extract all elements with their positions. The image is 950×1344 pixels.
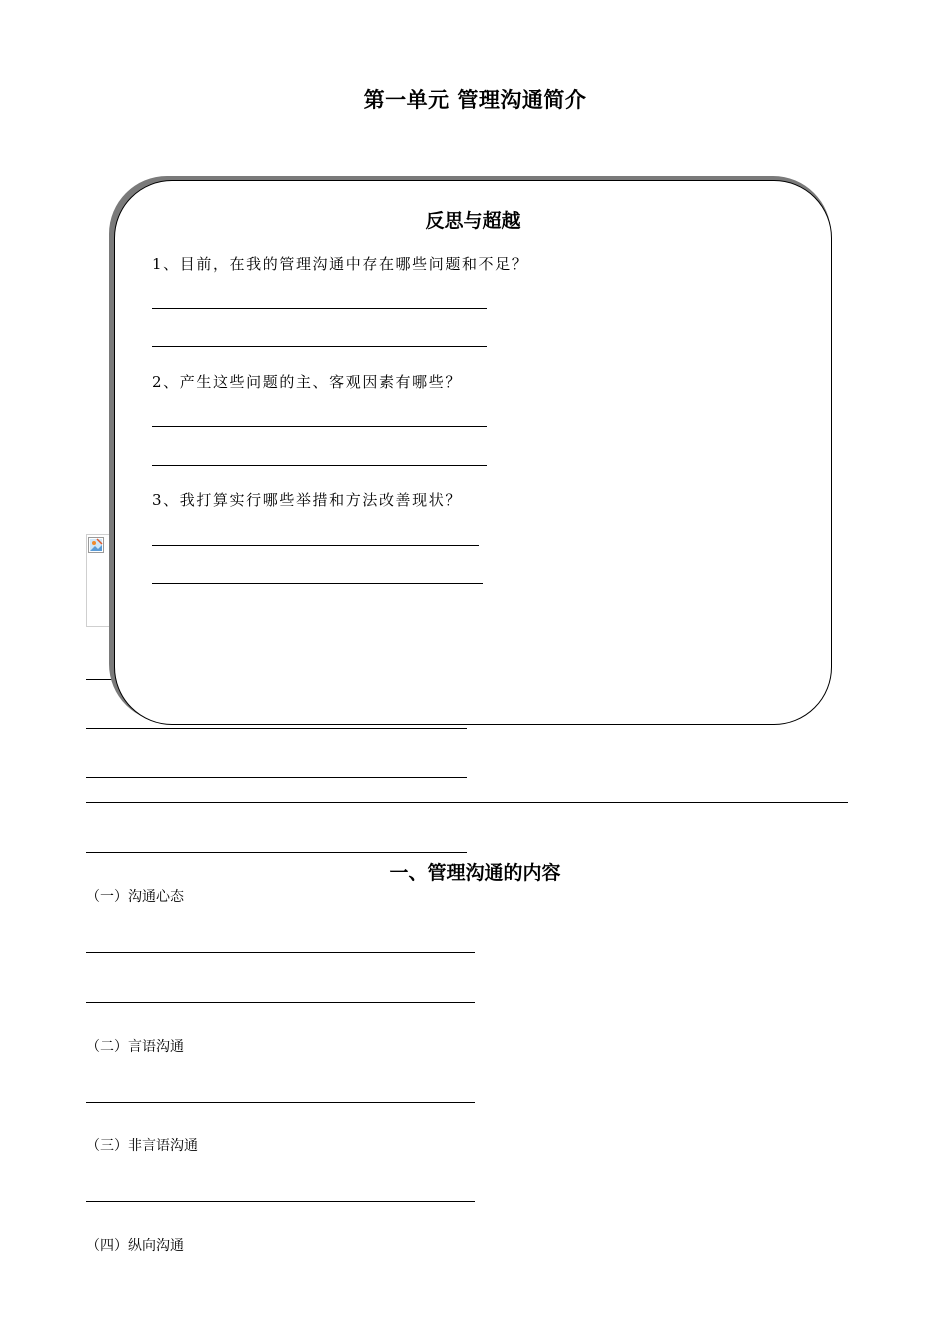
reflection-question: 2、产生这些问题的主、客观因素有哪些？	[152, 373, 462, 391]
answer-line	[152, 426, 487, 427]
answer-line	[152, 545, 479, 546]
answer-line	[86, 1002, 475, 1003]
answer-line	[86, 1201, 475, 1202]
reflection-question: 3、我打算实行哪些举措和方法改善现状？	[152, 491, 462, 509]
reflection-box-title: 反思与超越	[425, 210, 521, 232]
section-heading: 一、管理沟通的内容	[389, 862, 561, 884]
answer-line	[86, 728, 467, 729]
sub-heading: （一）沟通心态	[86, 889, 184, 905]
sub-heading: （四）纵向沟通	[86, 1238, 184, 1254]
answer-line	[152, 346, 487, 347]
section-divider	[86, 802, 848, 803]
sub-heading: （二）言语沟通	[86, 1039, 184, 1055]
answer-line	[86, 1102, 475, 1103]
answer-line	[86, 777, 467, 778]
page-title: 第一单元 管理沟通简介	[363, 88, 587, 112]
answer-line	[86, 952, 475, 953]
answer-line	[152, 308, 487, 309]
answer-line	[86, 852, 467, 853]
broken-image-icon	[88, 537, 104, 553]
reflection-question: 1、目前，在我的管理沟通中存在哪些问题和不足？	[152, 255, 529, 273]
sub-heading: （三）非言语沟通	[86, 1138, 198, 1154]
answer-line	[152, 583, 483, 584]
answer-line	[152, 465, 487, 466]
